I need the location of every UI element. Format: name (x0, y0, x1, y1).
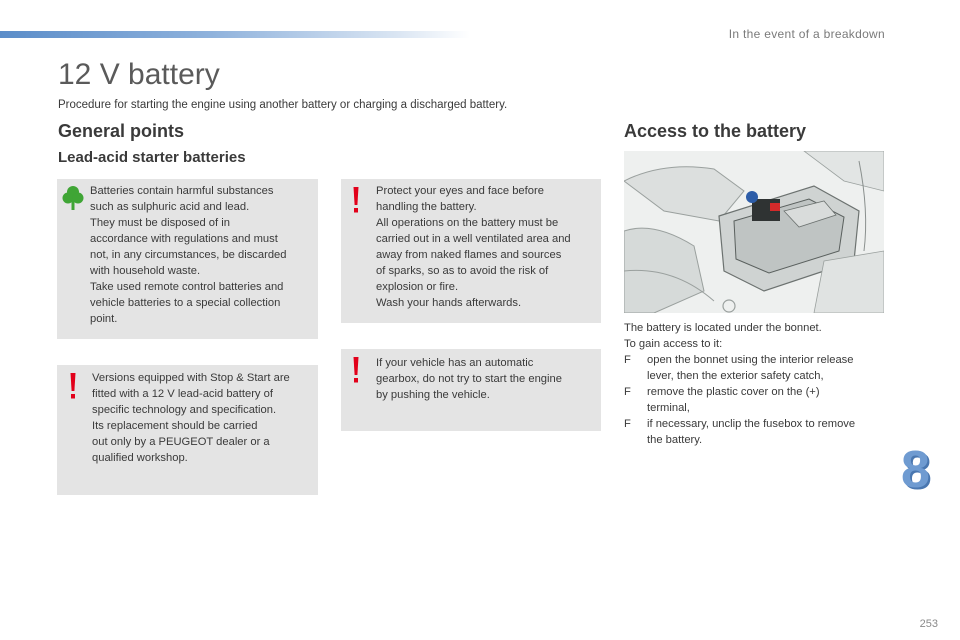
access-step (624, 384, 886, 416)
text-line: not, in any circumstances, be discarded (90, 249, 287, 261)
exclamation-icon (353, 357, 359, 383)
page-title: 12 V battery (58, 58, 220, 91)
engine-bay-illustration (624, 151, 884, 313)
chapter-number: 8 (901, 441, 930, 499)
text-line: The battery is located under the bonnet. (624, 322, 822, 334)
text-line: Wash your hands afterwards. (376, 297, 522, 309)
access-battery-heading: Access to the battery (624, 121, 807, 141)
step-bullet: F (624, 386, 631, 398)
stop-start-note-text (92, 370, 316, 466)
text-line: if necessary, unclip the fusebox to remove (647, 418, 856, 430)
exclamation-icon (353, 187, 359, 213)
text-line: of sparks, so as to avoid the risk of (376, 265, 549, 277)
page-number: 253 (919, 618, 938, 630)
text-line: qualified workshop. (92, 452, 188, 464)
tree-icon (62, 185, 84, 211)
text-line: away from naked flames and sources (376, 249, 562, 261)
text-line: vehicle batteries to a special collection (90, 297, 281, 309)
text-line: out only by a PEUGEOT dealer or a (92, 436, 270, 448)
text-line: Batteries contain harmful substances (90, 185, 274, 197)
text-line: Take used remote control batteries and (90, 281, 284, 293)
text-line: point. (90, 313, 118, 325)
access-instructions (624, 320, 886, 448)
text-line: explosion or fire. (376, 281, 459, 293)
gearbox-warning-box (341, 349, 601, 431)
step-bullet: F (624, 418, 631, 430)
text-line: They must be disposed of in (90, 217, 230, 229)
step-bullet: F (624, 354, 631, 366)
engine-bay-drawing (624, 151, 884, 313)
text-line: lever, then the exterior safety catch, (647, 370, 824, 382)
text-line: open the bonnet using the interior release (647, 354, 854, 366)
text-line: To gain access to it: (624, 338, 723, 350)
text-line: fitted with a 12 V lead-acid battery of (92, 388, 273, 400)
text-line: Versions equipped with Stop & Start are (92, 372, 290, 384)
lead-acid-subheading: Lead-acid starter batteries (58, 149, 246, 166)
stop-start-note-box (57, 365, 318, 495)
exclamation-icon (70, 373, 76, 399)
text-line: handling the battery. (376, 201, 477, 213)
text-line: carried out in a well ventilated area and (376, 233, 571, 245)
text-line: All operations on the battery must be (376, 217, 559, 229)
text-line: Its replacement should be carried (92, 420, 258, 432)
access-step (624, 352, 886, 384)
text-line: with household waste. (90, 265, 201, 277)
text-line: the battery. (647, 434, 703, 446)
text-line: terminal, (647, 402, 690, 414)
header-color-bar (0, 31, 470, 38)
general-points-heading: General points (58, 121, 185, 141)
access-step (624, 416, 886, 448)
text-line: Protect your eyes and face before (376, 185, 544, 197)
text-line: remove the plastic cover on the (+) (647, 386, 820, 398)
page-subtitle: Procedure for starting the engine using another battery or charging a discharged battery. (58, 99, 508, 111)
protect-warning-box (341, 179, 601, 323)
section-label: In the event of a breakdown (728, 27, 885, 41)
text-line: If your vehicle has an automatic (376, 357, 534, 369)
text-line: accordance with regulations and must (90, 233, 278, 245)
environment-note-text (90, 183, 315, 327)
protect-warning-text (376, 183, 599, 311)
text-line: gearbox, do not try to start the engine (376, 373, 562, 385)
gearbox-warning-text (376, 355, 599, 403)
text-line: by pushing the vehicle. (376, 389, 490, 401)
text-line: such as sulphuric acid and lead. (90, 201, 250, 213)
text-line: specific technology and specification. (92, 404, 277, 416)
environment-note-box (57, 179, 318, 339)
